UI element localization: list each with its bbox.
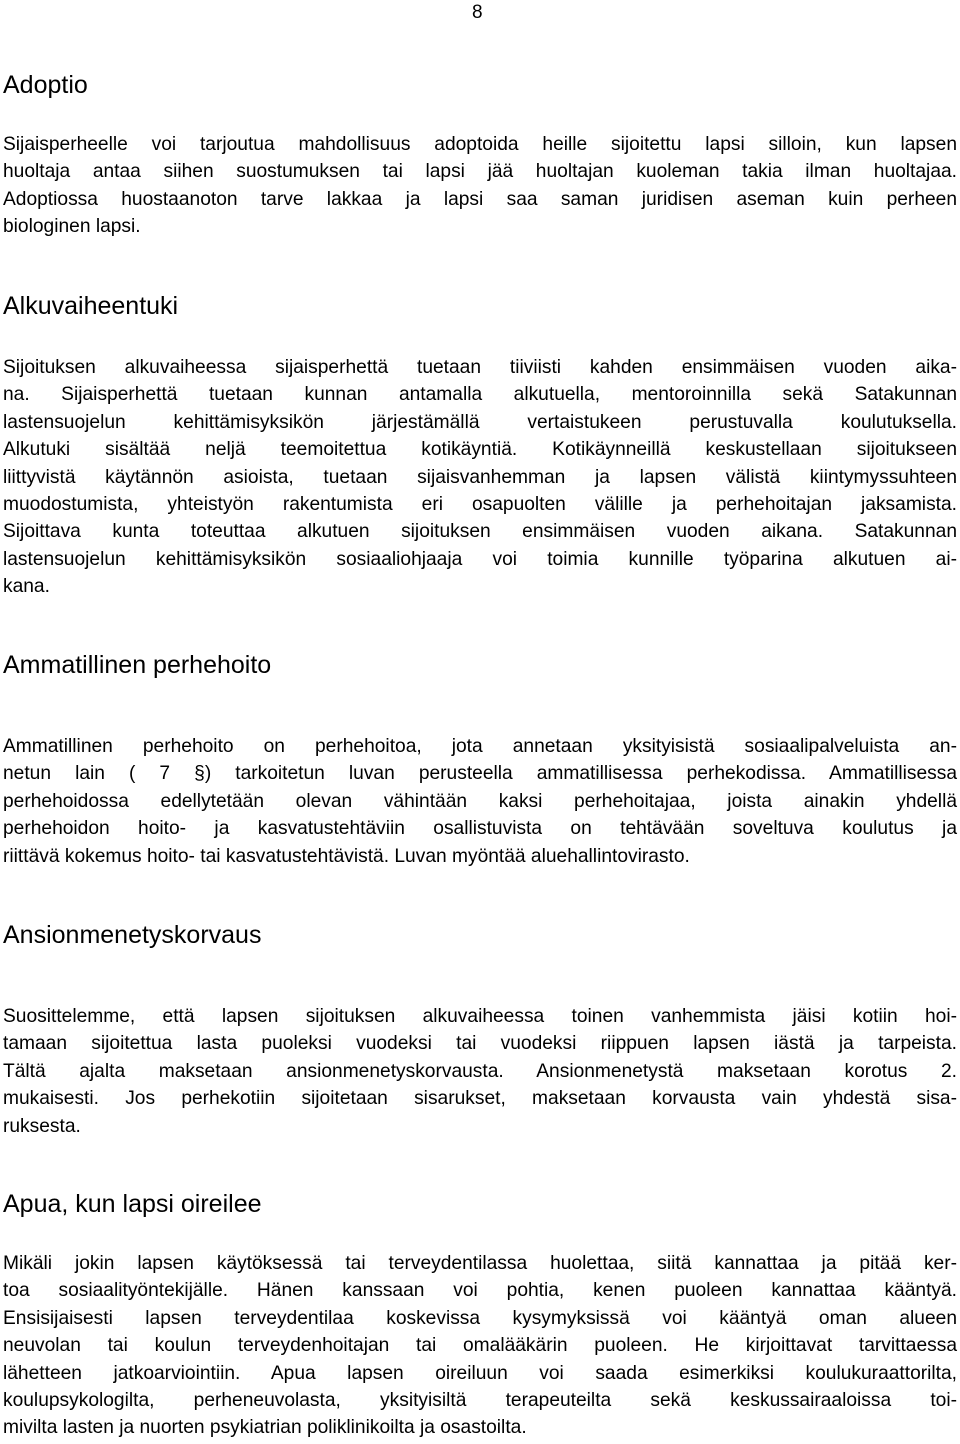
text-line: Mikäli jokin lapsen käytöksessä tai terveydentilassa huolettaa, siitä kannattaa ja pitää ker-	[3, 1253, 957, 1274]
text-line: Tältä ajalta maksetaan ansionmenetyskorvausta. Ansionmenetystä maksetaan korotus 2.	[3, 1060, 957, 1082]
text-line: mivilta lasten ja nuorten psykiatrian poliklinikoilta ja osastoilta.	[3, 1417, 527, 1439]
text-line: kana.	[3, 576, 50, 598]
text-line: biologinen lapsi.	[3, 216, 141, 238]
text-line: muodostumista, yhteistyön rakentumista eri osapuolten välille ja perhehoitajan jaksamista.	[3, 494, 957, 516]
text-line: lastensuojelun kehittämisyksikön sosiaaliohjaaja voi toimia kunnille työparina alkutuen ai-	[3, 548, 957, 570]
section-heading-ammatillinen-perhehoito: Ammatillinen perhehoito	[3, 651, 272, 679]
section-heading-ansionmenetyskorvaus: Ansionmenetyskorvaus	[3, 921, 262, 949]
text-line: na. Sijaisperhettä tuetaan kunnan antamalla alkutuella, mentoroinnilla sekä Satakunnan	[3, 384, 957, 406]
text-line: Ensisijaisesti lapsen terveydentilaa koskevissa kysymyksissä voi kääntyä oman alueen	[3, 1307, 957, 1329]
text-line: perhehoidossa edellytetään olevan vähintään kaksi perhehoitajaa, joista ainakin yhdellä	[3, 790, 957, 812]
text-line: riittävä kokemus hoito- tai kasvatustehtävistä. Luvan myöntää aluehallintovirasto.	[3, 845, 690, 867]
text-line: perhehoidon hoito- ja kasvatustehtäviin osallistuvista on tehtävään soveltuva koulutus ja	[3, 818, 957, 840]
text-line: Alkutuki sisältää neljä teemoitettua kotikäyntiä. Kotikäynneillä keskustellaan sijoitukseen	[3, 439, 957, 461]
text-line: Ammatillinen perhehoito on perhehoitoa, jota annetaan yksityisistä sosiaalipalveluista an-	[3, 736, 957, 757]
text-line: huoltaja antaa siihen suostumuksen tai lapsi jää huoltajan kuoleman takia ilman huoltajaa.	[3, 161, 957, 183]
section-heading-alkuvaiheentuki: Alkuvaiheentuki	[3, 292, 179, 320]
text-line: toa sosiaalityöntekijälle. Hänen kanssaan voi pohtia, kenen puoleen kannattaa kääntyä.	[3, 1280, 957, 1302]
text-line: Sijoituksen alkuvaiheessa sijaisperhettä tuetaan tiiviisti kahden ensimmäisen vuoden aika-	[3, 357, 957, 378]
text-line: tamaan sijoitettua lasta puoleksi vuodeksi tai vuodeksi riippuen lapsen iästä ja tarpeista.	[3, 1033, 957, 1055]
section-body-alkuvaiheentuki	[3, 354, 957, 601]
section-heading-apua-kun-lapsi-oireilee: Apua, kun lapsi oireilee	[3, 1190, 262, 1218]
section-body-ammatillinen-perhehoito	[3, 733, 957, 870]
text-line: Suosittelemme, että lapsen sijoituksen alkuvaiheessa toinen vanhemmista jäisi kotiin hoi-	[3, 1006, 957, 1027]
section-body-apua-kun-lapsi-oireilee	[3, 1250, 957, 1442]
text-line: koulupsykologilta, perheneuvolasta, yksityisiltä terapeuteilta sekä keskussairaaloissa toi-	[3, 1390, 957, 1412]
section-body-ansionmenetyskorvaus	[3, 1003, 957, 1140]
section-heading-adoptio: Adoptio	[3, 71, 88, 99]
text-line: lähetteen jatkoarviointiin. Apua lapsen oireiluun voi saada esimerkiksi koulukuraattorilta,	[3, 1362, 957, 1384]
page-number: 8	[472, 2, 483, 23]
text-line: liittyvistä käytännön asioista, tuetaan sijaisvanhemman ja lapsen välistä kiintymyssuhteen	[3, 466, 957, 488]
text-line: netun lain ( 7 §) tarkoitetun luvan perusteella ammatillisessa perhekodissa. Ammatillisessa	[3, 763, 957, 785]
text-line: mukaisesti. Jos perhekotiin sijoitetaan sisarukset, maksetaan korvausta vain yhdestä sisa-	[3, 1088, 957, 1110]
section-body-adoptio	[3, 131, 957, 241]
text-line: Sijoittava kunta toteuttaa alkutuen sijoituksen ensimmäisen vuoden aikana. Satakunnan	[3, 521, 957, 543]
text-line: Sijaisperheelle voi tarjoutua mahdollisuus adoptoida heille sijoitettu lapsi silloin, kun lapsen	[3, 134, 957, 155]
text-line: neuvolan tai koulun terveydenhoitajan tai omalääkärin puoleen. He kirjoittavat tarvittaessa	[3, 1335, 957, 1357]
text-line: lastensuojelun kehittämisyksikön järjestämällä vertaistukeen perustuvalla koulutuksella.	[3, 411, 957, 433]
text-line: Adoptiossa huostaanoton tarve lakkaa ja lapsi saa saman juridisen aseman kuin perheen	[3, 188, 957, 210]
text-line: ruksesta.	[3, 1115, 81, 1137]
